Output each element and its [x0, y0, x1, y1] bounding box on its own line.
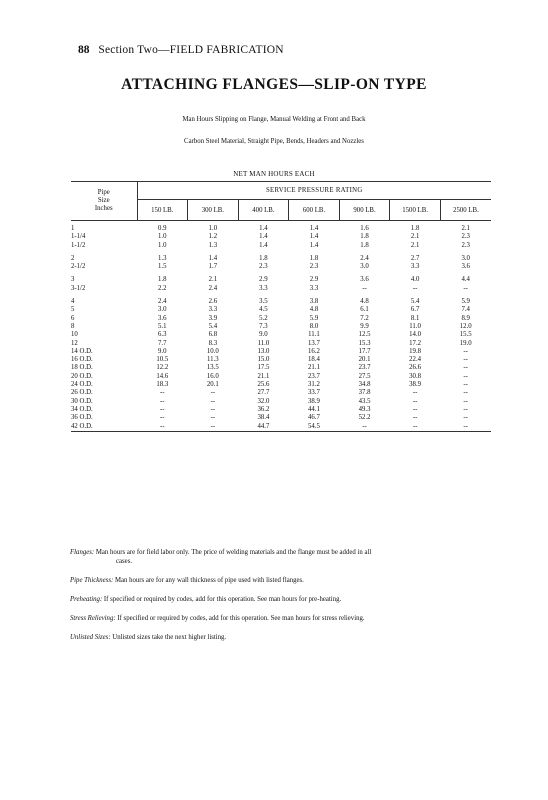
man-hours-cell: 21.1: [257, 372, 270, 380]
man-hours-cell: 1.5: [158, 263, 167, 271]
man-hours-cell: 2.4: [208, 284, 218, 292]
man-hours-cell: 3.5: [259, 298, 268, 306]
man-hours-cell: 3.6: [461, 263, 470, 271]
note-text: If specified or required by codes, add for this operation. See man hours for pre-heating.: [103, 596, 342, 603]
man-hours-cell: 36.2: [257, 405, 270, 413]
man-hours-cell: 23.7: [308, 372, 320, 380]
note-text: Man hours are for any wall thickness of pipe used with listed flanges.: [114, 577, 304, 584]
pipe-size-cell: 3: [71, 276, 75, 284]
man-hours-cell: 14.6: [156, 372, 169, 380]
man-hours-cell: 1.8: [158, 276, 167, 284]
man-hours-cell: 8.0: [309, 322, 319, 330]
man-hours-cell: 27.5: [358, 372, 371, 380]
man-hours-cell: 1.4: [259, 233, 268, 241]
table-row: [71, 406, 491, 414]
subtitle-material: Carbon Steel Material, Straight Pipe, Bends, Headers and Nozzles: [184, 138, 364, 145]
man-hours-cell: 8.9: [461, 314, 470, 322]
pipe-size-cell: 18 O.D.: [71, 364, 93, 372]
man-hours-cell: --: [463, 381, 468, 389]
man-hours-cell: 13.7: [308, 339, 320, 347]
man-hours-cell: 16.0: [206, 372, 219, 380]
man-hours-cell: --: [160, 422, 165, 430]
man-hours-cell: 2.1: [208, 276, 218, 284]
man-hours-cell: --: [362, 422, 367, 430]
pipe-size-cell: 2-1/2: [71, 263, 86, 271]
man-hours-cell: 46.7: [308, 414, 320, 422]
note: [70, 633, 510, 642]
man-hours-cell: 6.3: [158, 331, 167, 339]
man-hours-cell: 13.5: [206, 364, 219, 372]
man-hours-cell: 38.9: [308, 397, 320, 405]
man-hours-cell: 9.9: [360, 322, 369, 330]
man-hours-cell: --: [160, 397, 165, 405]
man-hours-cell: 11.0: [409, 322, 421, 330]
table-row: [71, 381, 491, 389]
table-row: [71, 263, 491, 271]
pressure-rating-header: SERVICE PRESSURE RATING: [137, 182, 491, 200]
man-hours-cell: 1.6: [360, 225, 369, 232]
man-hours-cell: 2.9: [259, 276, 268, 284]
man-hours-table: [71, 181, 491, 434]
man-hours-cell: 1.0: [158, 233, 167, 241]
man-hours-cell: --: [210, 389, 216, 397]
note-label: Flanges:: [70, 549, 95, 556]
man-hours-cell: 2.9: [309, 276, 319, 284]
man-hours-cell: 2.3: [461, 241, 470, 249]
note: [70, 595, 510, 604]
table-row: [71, 306, 491, 314]
pipe-size-cell: 34 O.D.: [71, 405, 93, 413]
table-row: [71, 331, 491, 339]
man-hours-cell: 3.0: [158, 306, 167, 314]
pipe-size-cell: 10: [71, 331, 78, 339]
note: [70, 614, 510, 623]
man-hours-cell: --: [412, 389, 418, 397]
table-row: [71, 276, 491, 284]
note-label: Pipe Thickness:: [70, 577, 114, 584]
pipe-size-cell: 20 O.D.: [71, 372, 93, 380]
man-hours-cell: 1.4: [309, 241, 319, 249]
man-hours-cell: 37.8: [358, 389, 371, 397]
man-hours-cell: 10.5: [156, 356, 169, 364]
note-label: Stress Relieving:: [70, 615, 116, 622]
man-hours-cell: --: [412, 414, 418, 422]
man-hours-cell: 23.7: [358, 364, 371, 372]
man-hours-cell: 9.0: [158, 347, 167, 355]
table-row: [71, 255, 491, 263]
pipe-size-cell: 30 O.D.: [71, 397, 93, 405]
man-hours-cell: 3.3: [410, 263, 420, 271]
pipe-size-cell: 4: [71, 298, 75, 306]
pipe-header-line: Pipe: [97, 189, 110, 196]
man-hours-cell: 4.5: [259, 306, 268, 314]
man-hours-cell: --: [463, 389, 468, 397]
table-row: [71, 356, 491, 364]
note-text: Unlisted sizes take the next higher listing.: [112, 634, 227, 641]
man-hours-cell: 4.8: [309, 306, 319, 314]
table-row: [71, 298, 491, 306]
man-hours-cell: 1.3: [208, 241, 218, 249]
note-text: If specified or required by codes, add for this operation. See man hours for stress relieving.: [117, 615, 365, 622]
man-hours-cell: 4.4: [461, 276, 470, 284]
man-hours-cell: 1.4: [309, 225, 319, 232]
man-hours-cell: 7.4: [461, 306, 470, 314]
man-hours-cell: 38.9: [409, 381, 422, 389]
table-body: [71, 221, 491, 432]
man-hours-cell: 17.2: [409, 339, 422, 347]
man-hours-cell: 15.3: [358, 339, 371, 347]
man-hours-cell: 1.8: [410, 225, 420, 232]
man-hours-cell: 1.4: [208, 254, 218, 262]
man-hours-cell: 15.5: [459, 331, 472, 339]
pipe-size-header: [71, 182, 137, 221]
man-hours-cell: --: [463, 372, 468, 380]
page-number: 88: [78, 44, 90, 56]
table-row: [71, 221, 491, 234]
column-header: 150 LB.: [137, 200, 188, 221]
man-hours-cell: 52.2: [358, 414, 371, 422]
man-hours-cell: 1.7: [208, 263, 218, 271]
man-hours-cell: 14.0: [409, 331, 422, 339]
man-hours-cell: 1.8: [360, 241, 369, 249]
pipe-size-cell: 42 O.D.: [71, 422, 93, 430]
note: [70, 576, 510, 585]
man-hours-cell: 11.1: [308, 331, 320, 339]
man-hours-cell: --: [362, 284, 367, 292]
man-hours-cell: 1.4: [259, 225, 268, 232]
man-hours-cell: 4.0: [410, 276, 420, 284]
man-hours-cell: --: [210, 397, 216, 405]
man-hours-cell: 7.3: [259, 322, 268, 330]
man-hours-cell: 3.6: [360, 276, 369, 284]
man-hours-cell: --: [412, 422, 418, 430]
notes: [70, 548, 510, 652]
man-hours-cell: 6.7: [410, 306, 420, 314]
man-hours-cell: 20.1: [358, 356, 371, 364]
man-hours-cell: 1.0: [208, 225, 218, 232]
man-hours-cell: 30.8: [409, 372, 422, 380]
column-header: 600 LB.: [289, 200, 340, 221]
man-hours-cell: 2.2: [158, 284, 167, 292]
man-hours-cell: 12.5: [358, 331, 371, 339]
table-row: [71, 364, 491, 372]
man-hours-cell: 19.8: [409, 347, 422, 355]
man-hours-cell: 10.0: [206, 347, 219, 355]
man-hours-cell: 2.1: [410, 241, 420, 249]
man-hours-cell: 21.1: [308, 364, 320, 372]
man-hours-cell: 49.3: [358, 405, 371, 413]
man-hours-cell: 2.3: [309, 263, 319, 271]
man-hours-cell: 27.7: [257, 389, 270, 397]
table-row: [71, 233, 491, 241]
man-hours-cell: 3.0: [461, 254, 470, 262]
man-hours-cell: 8.3: [208, 339, 218, 347]
table-row: [71, 315, 491, 323]
man-hours-cell: 3.6: [158, 314, 167, 322]
man-hours-cell: 2.7: [410, 254, 420, 262]
table-row: [71, 285, 491, 293]
man-hours-cell: 4.8: [360, 298, 369, 306]
table-row: [71, 323, 491, 331]
pipe-size-cell: 16 O.D.: [71, 356, 93, 364]
man-hours-cell: 8.1: [410, 314, 420, 322]
column-header: 300 LB.: [188, 200, 239, 221]
pipe-header-line: Inches: [94, 205, 113, 212]
man-hours-cell: 1.4: [309, 233, 319, 241]
man-hours-cell: 11.0: [257, 339, 270, 347]
man-hours-cell: 15.0: [257, 356, 270, 364]
man-hours-cell: 26.6: [409, 364, 422, 372]
man-hours-cell: 5.1: [158, 322, 167, 330]
pipe-size-cell: 14 O.D.: [71, 347, 93, 355]
man-hours-cell: 2.3: [461, 233, 470, 241]
man-hours-cell: 11.3: [207, 356, 219, 364]
page-header: [78, 44, 284, 56]
pipe-size-cell: 6: [71, 314, 75, 322]
man-hours-cell: 18.4: [308, 356, 320, 364]
man-hours-cell: 1.8: [259, 254, 268, 262]
man-hours-cell: 1.4: [259, 241, 268, 249]
note-text: Man hours are for field labor only. The price of welding materials and the flange must be added in all: [95, 549, 372, 556]
table-row: [71, 348, 491, 356]
pipe-size-cell: 8: [71, 322, 75, 330]
man-hours-cell: 33.7: [308, 389, 320, 397]
column-header: 400 LB.: [238, 200, 289, 221]
man-hours-cell: --: [412, 397, 418, 405]
man-hours-cell: 2.1: [410, 233, 420, 241]
man-hours-cell: --: [210, 405, 216, 413]
table-row: [71, 340, 491, 348]
man-hours-cell: 3.3: [208, 306, 218, 314]
man-hours-cell: 5.9: [309, 314, 319, 322]
man-hours-cell: 43.5: [358, 397, 371, 405]
pipe-size-cell: 5: [71, 306, 75, 314]
table-row: [71, 414, 491, 422]
note-label: Preheating:: [70, 596, 103, 603]
man-hours-cell: 12.2: [156, 364, 169, 372]
man-hours-cell: 17.7: [358, 347, 371, 355]
man-hours-cell: 18.3: [156, 381, 169, 389]
column-header: 900 LB.: [339, 200, 390, 221]
man-hours-cell: 34.8: [358, 381, 371, 389]
man-hours-cell: --: [463, 397, 468, 405]
man-hours-cell: --: [210, 414, 216, 422]
man-hours-cell: --: [463, 405, 468, 413]
man-hours-cell: 1.0: [158, 241, 167, 249]
pipe-size-cell: 2: [71, 254, 75, 262]
man-hours-cell: 12.0: [459, 322, 472, 330]
man-hours-cell: 22.4: [409, 356, 422, 364]
man-hours-cell: --: [463, 356, 468, 364]
man-hours-cell: 6.8: [208, 331, 218, 339]
man-hours-cell: 13.0: [257, 347, 270, 355]
man-hours-cell: 20.1: [206, 381, 219, 389]
table-row: [71, 389, 491, 397]
table-caption: NET MAN HOURS EACH: [233, 170, 315, 178]
man-hours-cell: 2.6: [208, 298, 218, 306]
man-hours-cell: --: [463, 414, 468, 422]
man-hours-cell: 19.0: [459, 339, 472, 347]
column-header: 1500 LB.: [390, 200, 441, 221]
pipe-size-cell: 1: [71, 225, 75, 232]
man-hours-cell: 3.8: [309, 298, 319, 306]
man-hours-cell: 2.4: [360, 254, 369, 262]
man-hours-cell: --: [160, 414, 165, 422]
man-hours-cell: 3.3: [309, 284, 319, 292]
man-hours-cell: --: [160, 405, 165, 413]
man-hours-cell: --: [463, 364, 468, 372]
section-label: Section Two—FIELD FABRICATION: [98, 44, 284, 56]
man-hours-cell: 44.7: [257, 422, 270, 430]
man-hours-cell: 32.0: [257, 397, 270, 405]
man-hours-cell: --: [412, 284, 418, 292]
pipe-size-cell: 1-1/2: [71, 241, 86, 249]
pipe-size-cell: 3-1/2: [71, 284, 86, 292]
table-bottom-rule: [71, 431, 491, 434]
man-hours-cell: 0.9: [158, 225, 167, 232]
man-hours-cell: --: [463, 284, 468, 292]
man-hours-cell: 9.0: [259, 331, 268, 339]
table-row: [71, 398, 491, 406]
man-hours-cell: 44.1: [308, 405, 320, 413]
man-hours-cell: 6.1: [360, 306, 369, 314]
pipe-size-cell: 26 O.D.: [71, 389, 93, 397]
table-row: [71, 423, 491, 432]
table-row: [71, 242, 491, 250]
pipe-size-cell: 1-1/4: [71, 233, 86, 241]
man-hours-cell: --: [160, 389, 165, 397]
man-hours-cell: 2.1: [461, 225, 470, 232]
subtitle-labor: Man Hours Slipping on Flange, Manual Welding at Front and Back: [182, 116, 366, 123]
man-hours-cell: 3.3: [259, 284, 268, 292]
man-hours-cell: 54.5: [308, 422, 320, 430]
note-continuation: cases.: [116, 558, 133, 565]
man-hours-cell: --: [210, 422, 216, 430]
man-hours-cell: 5.4: [410, 298, 420, 306]
pipe-header-line: Size: [97, 197, 110, 204]
man-hours-cell: 31.2: [308, 381, 320, 389]
man-hours-cell: --: [412, 405, 418, 413]
man-hours-cell: 2.4: [158, 298, 167, 306]
page-title: ATTACHING FLANGES—SLIP-ON TYPE: [121, 76, 427, 93]
man-hours-cell: 3.0: [360, 263, 369, 271]
note: [70, 548, 510, 566]
column-header: 2500 LB.: [440, 200, 491, 221]
man-hours-cell: 7.7: [158, 339, 167, 347]
man-hours-cell: 16.2: [308, 347, 320, 355]
man-hours-cell: 1.3: [158, 254, 167, 262]
man-hours-cell: 1.8: [360, 233, 369, 241]
man-hours-cell: 7.2: [360, 314, 369, 322]
pipe-size-cell: 24 O.D.: [71, 381, 93, 389]
man-hours-cell: 5.9: [461, 298, 470, 306]
man-hours-cell: 5.2: [259, 314, 268, 322]
man-hours-cell: --: [463, 347, 468, 355]
table-row: [71, 373, 491, 381]
man-hours-cell: 2.3: [259, 263, 268, 271]
man-hours-cell: 3.9: [208, 314, 218, 322]
pipe-size-cell: 12: [71, 339, 78, 347]
man-hours-cell: 38.4: [257, 414, 270, 422]
man-hours-cell: 25.6: [257, 381, 270, 389]
note-label: Unlisted Sizes:: [70, 634, 111, 641]
man-hours-cell: 5.4: [208, 322, 218, 330]
man-hours-cell: 17.5: [257, 364, 270, 372]
man-hours-cell: 1.8: [309, 254, 319, 262]
man-hours-cell: --: [463, 422, 468, 430]
pipe-size-cell: 36 O.D.: [71, 414, 93, 422]
man-hours-cell: 1.2: [208, 233, 218, 241]
